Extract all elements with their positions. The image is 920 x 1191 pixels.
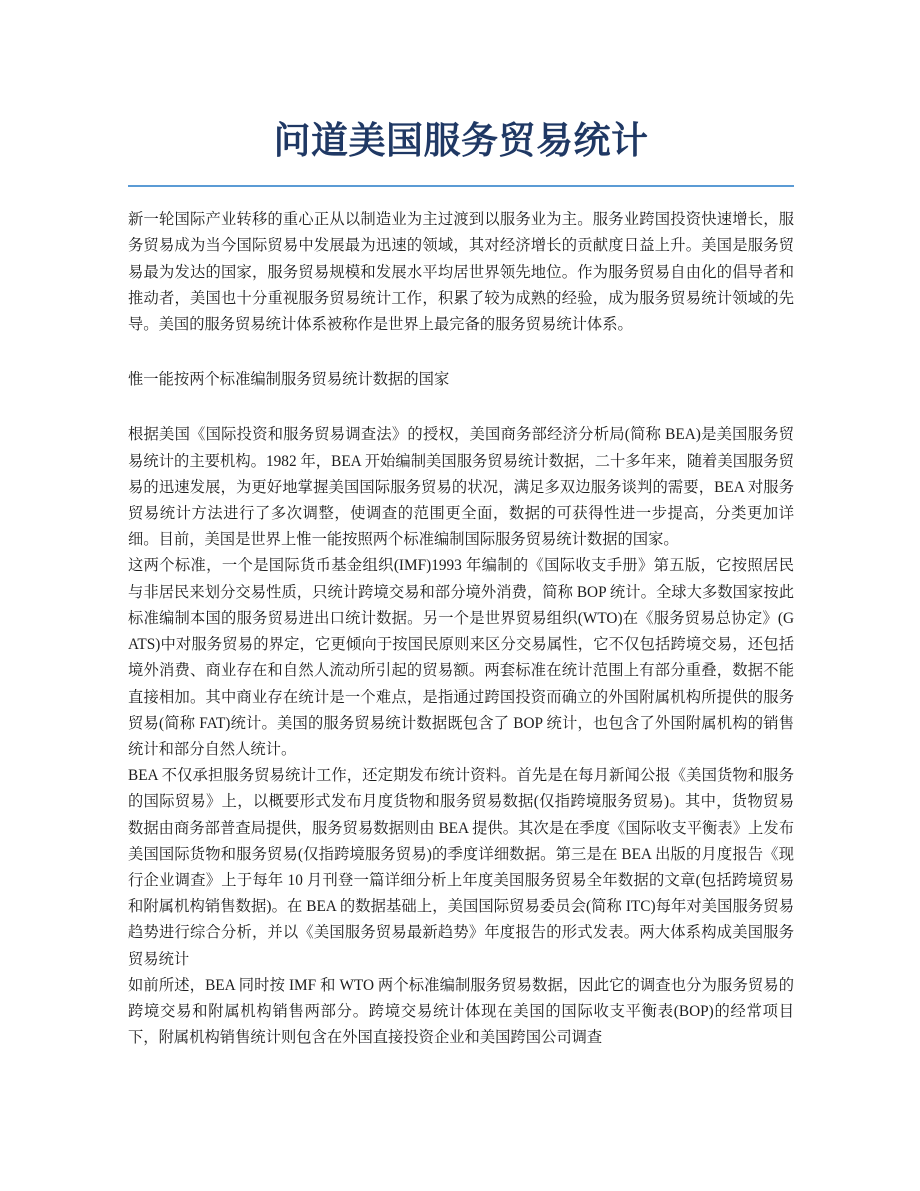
paragraph-bea-origin: 根据美国《国际投资和服务贸易调查法》的授权，美国商务部经济分析局(简称 BEA)是美国服务贸易统计的主要机构。1982 年，BEA 开始编制美国服务贸易统计数据，二十多年来，随着美国服务贸易的迅速发展，为更好地掌握美国国际服务贸易的状况，满足多双边服务谈判的需要，BEA 对服务贸易统计方法进行了多次调整，使调查的范围更全面，数据的可获得性进一步提高，分类更加详细。目前，美国是世界上惟一能按照两个标准编制国际服务贸易统计数据的国家。: [128, 426, 794, 549]
title-divider: [128, 185, 794, 187]
section-heading: 惟一能按两个标准编制服务贸易统计数据的国家: [128, 371, 450, 389]
paragraph-two-standards: 这两个标准，一个是国际货币基金组织(IMF)1993 年编制的《国际收支手册》第五版，它按照居民与非居民来划分交易性质，只统计跨境交易和部分境外消费，简称 BOP 统计。全球大多数国家按此标准编制本国的服务贸易进出口统计数据。另一个是世界贸易组织(WTO)在《服务贸易总协定》(GATS)中对服务贸易的界定，它更倾向于按国民原则来区分交易属性，它不仅包括跨境交易，还包括境外消费、商业存在和自然人流动所引起的贸易额。两套标准在统计范围上有部分重叠，数据不能直接相加。其中商业存在统计是一个难点，是指通过跨国投资而确立的外国附属机构所提供的服务贸易(简称 FAT)统计。美国的服务贸易统计数据既包含了 BOP 统计，也包含了外国附属机构的销售统计和部分自然人统计。: [128, 557, 794, 758]
document-content-column: [128, 0, 794, 1051]
intro-paragraph: 新一轮国际产业转移的重心正从以制造业为主过渡到以服务业为主。服务业跨国投资快速增长，服务贸易成为当今国际贸易中发展最为迅速的领域，其对经济增长的贡献度日益上升。美国是服务贸易最为发达的国家，服务贸易规模和发展水平均居世界领先地位。作为服务贸易自由化的倡导者和推动者，美国也十分重视服务贸易统计工作，积累了较为成熟的经验，成为服务贸易统计领域的先导。美国的服务贸易统计体系被称作是世界上最完备的服务贸易统计体系。: [128, 211, 794, 334]
paragraph-bea-publications: BEA 不仅承担服务贸易统计工作，还定期发布统计资料。首先是在每月新闻公报《美国货物和服务的国际贸易》上，以概要形式发布月度货物和服务贸易数据(仅指跨境服务贸易)。其中，货物贸易数据由商务部普查局提供，服务贸易数据则由 BEA 提供。其次是在季度《国际收支平衡表》上发布美国国际货物和服务贸易(仅指跨境服务贸易)的季度详细数据。第三是在 BEA 出版的月度报告《现行企业调查》上于每年 10 月刊登一篇详细分析上年度美国服务贸易全年数据的文章(包括跨境贸易和附属机构销售数据)。在 BEA 的数据基础上，美国国际贸易委员会(简称 ITC)每年对美国服务贸易趋势进行综合分析，并以《美国服务贸易最新趋势》年度报告的形式发表。两大体系构成美国服务贸易统计: [128, 767, 794, 968]
paragraph-two-systems: 如前所述，BEA 同时按 IMF 和 WTO 两个标准编制服务贸易数据，因此它的调查也分为服务贸易的跨境交易和附属机构销售两部分。跨境交易统计体现在美国的国际收支平衡表(BOP)的经常项目下，附属机构销售统计则包含在外国直接投资企业和美国跨国公司调查: [128, 976, 794, 1047]
page-title: 问道美国服务贸易统计: [273, 120, 649, 161]
